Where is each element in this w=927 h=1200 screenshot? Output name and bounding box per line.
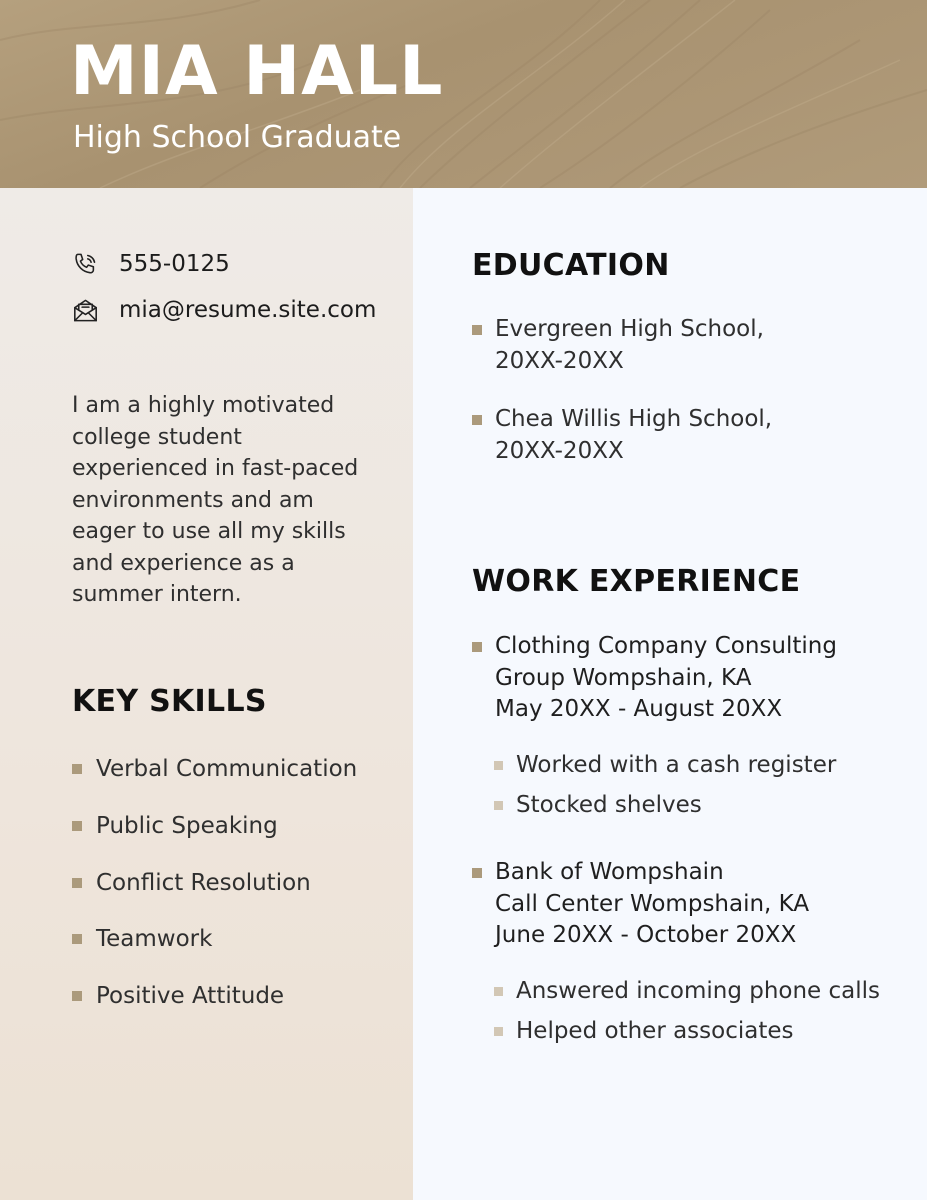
square-bullet-icon <box>72 764 82 774</box>
duty-text: Helped other associates <box>516 1018 794 1044</box>
job-duty <box>494 1018 794 1044</box>
square-bullet-icon <box>72 934 82 944</box>
profile-summary: I am a highly motivated college student experienced in fast-paced environments and am eager to use all my skills and experience as a summer intern. <box>72 393 359 607</box>
skill-item <box>72 926 212 952</box>
job-company: Bank of Wompshain <box>495 859 724 885</box>
skill-label: Teamwork <box>96 926 213 952</box>
skill-item <box>72 983 284 1009</box>
square-bullet-icon <box>72 878 82 888</box>
skill-label: Public Speaking <box>96 813 278 839</box>
square-bullet-icon <box>472 415 482 425</box>
skill-item <box>72 756 357 782</box>
job-duty <box>494 978 880 1004</box>
job-dates: June 20XX - October 20XX <box>495 922 797 948</box>
skill-item <box>72 870 311 896</box>
square-bullet-icon <box>472 325 482 335</box>
school-years: 20XX-20XX <box>495 437 624 464</box>
work-experience-heading: WORK EXPERIENCE <box>472 564 801 599</box>
job-company: Clothing Company Consulting <box>495 633 837 659</box>
job-location: Call Center Wompshain, KA <box>495 890 810 917</box>
square-bullet-icon <box>472 642 482 652</box>
square-bullet-icon <box>72 991 82 1001</box>
skill-label: Positive Attitude <box>96 983 285 1009</box>
square-bullet-icon <box>494 801 503 810</box>
duty-text: Stocked shelves <box>516 792 702 818</box>
job-dates: May 20XX - August 20XX <box>495 696 783 722</box>
job-entry <box>472 857 809 952</box>
contact-phone <box>72 249 230 279</box>
envelope-icon <box>72 297 99 324</box>
skill-item <box>72 813 278 839</box>
school-years: 20XX-20XX <box>495 347 624 374</box>
education-item <box>472 404 772 467</box>
skill-label: Conflict Resolution <box>96 870 311 896</box>
phone-icon <box>72 251 99 278</box>
candidate-name: MIA HALL <box>70 32 444 111</box>
square-bullet-icon <box>494 987 503 996</box>
school-name: Chea Willis High School, <box>495 406 773 432</box>
skill-label: Verbal Communication <box>96 756 358 782</box>
school-name: Evergreen High School, <box>495 316 764 342</box>
square-bullet-icon <box>472 868 482 878</box>
square-bullet-icon <box>72 821 82 831</box>
square-bullet-icon <box>494 1027 503 1036</box>
job-location: Group Wompshain, KA <box>495 664 752 691</box>
job-duty <box>494 752 836 778</box>
job-duty <box>494 792 702 818</box>
email-address: mia@resume.site.com <box>119 297 377 323</box>
contact-email <box>72 295 376 325</box>
duty-text: Worked with a cash register <box>516 752 837 778</box>
duty-text: Answered incoming phone calls <box>516 978 881 1004</box>
education-heading: EDUCATION <box>472 248 670 283</box>
square-bullet-icon <box>494 761 503 770</box>
education-item <box>472 314 764 377</box>
key-skills-heading: KEY SKILLS <box>72 684 267 719</box>
candidate-role: High School Graduate <box>73 120 402 155</box>
resume-header <box>0 0 927 188</box>
job-entry <box>472 631 837 726</box>
phone-number: 555-0125 <box>119 251 230 277</box>
